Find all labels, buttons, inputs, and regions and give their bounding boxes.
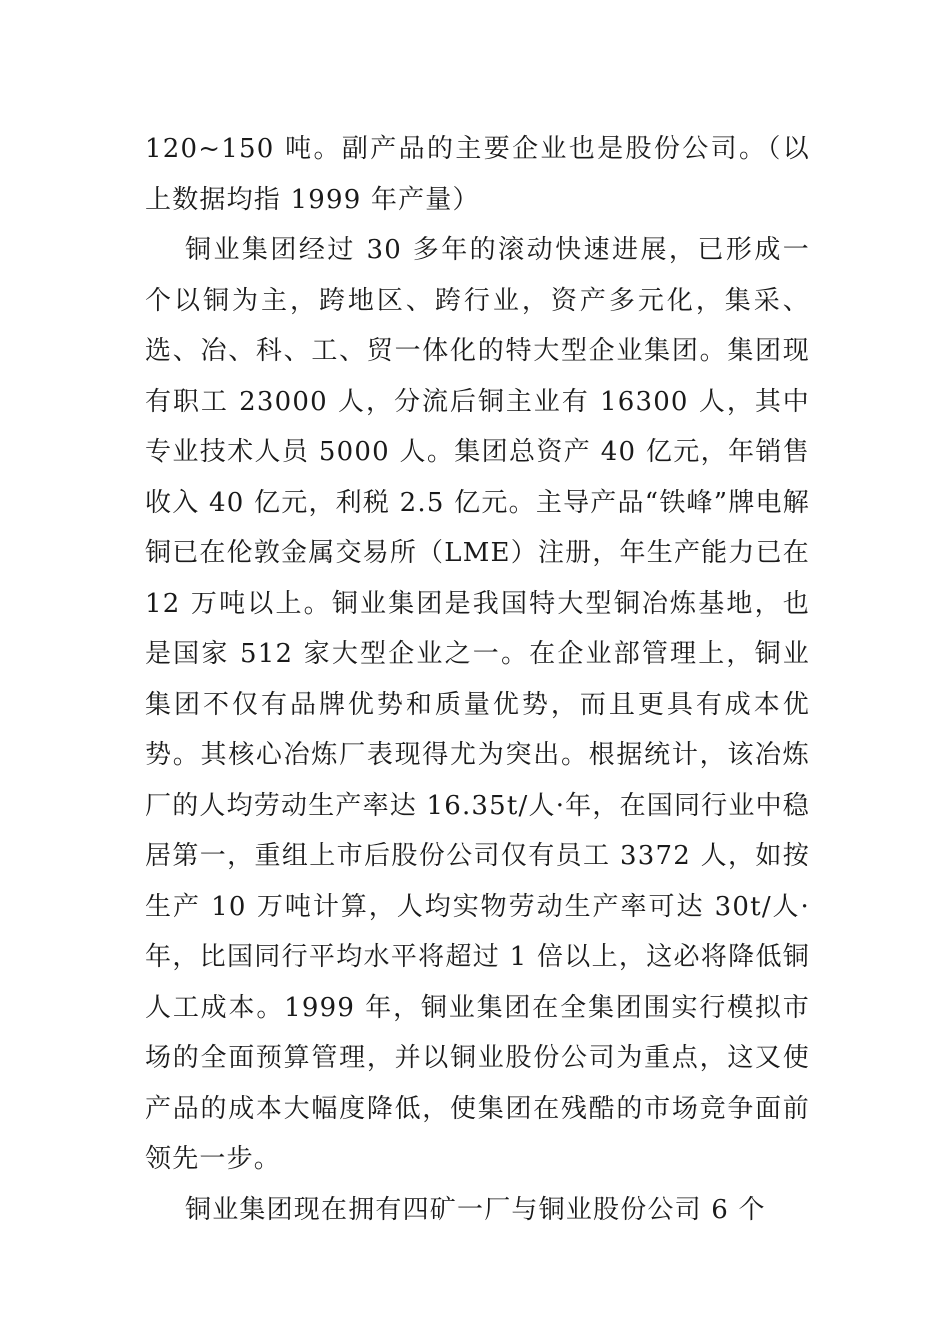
document-body xyxy=(145,124,810,1235)
paragraph-group-overview: 铜业集团经过 30 多年的滚动快速进展，已形成一个以铜为主，跨地区、跨行业，资产多元化，集采、选、冶、科、工、贸一体化的特大型企业集团。集团现有职工 23000 人，分流后铜主业有 16300 人，其中专业技术人员 5000 人。集团总资产 40 亿元，年销售收入 40 亿元，利税 2.5 亿元。主导产品“铁峰”牌电解铜已在伦敦金属交易所（LME）注册，年生产能力已在 12 万吨以上。铜业集团是我国特大型铜冶炼基地，也是国家 512 家大型企业之一。在企业部管理上，铜业集团不仅有品牌优势和质量优势，而且更具有成本优势。其核心冶炼厂表现得尤为突出。根据统计，该冶炼厂的人均劳动生产率达 16.35t/人·年，在国同行业中稳居第一，重组上市后股份公司仅有员工 3372 人，如按生产 10 万吨计算，人均实物劳动生产率可达 30t/人·年，比国同行平均水平将超过 1 倍以上，这必将降低铜人工成本。1999 年，铜业集团在全集团围实行模拟市场的全面预算管理，并以铜业股份公司为重点，这又使产品的成本大幅度降低，使集团在残酷的市场竞争面前领先一步。 xyxy=(145,235,810,1174)
paragraph-group-holdings: 铜业集团现在拥有四矿一厂与铜业股份公司 6 个 xyxy=(185,1194,766,1225)
paragraph-continuation: 120~150 吨。副产品的主要企业也是股份公司。（以上数据均指 1999 年产量） xyxy=(145,134,810,215)
